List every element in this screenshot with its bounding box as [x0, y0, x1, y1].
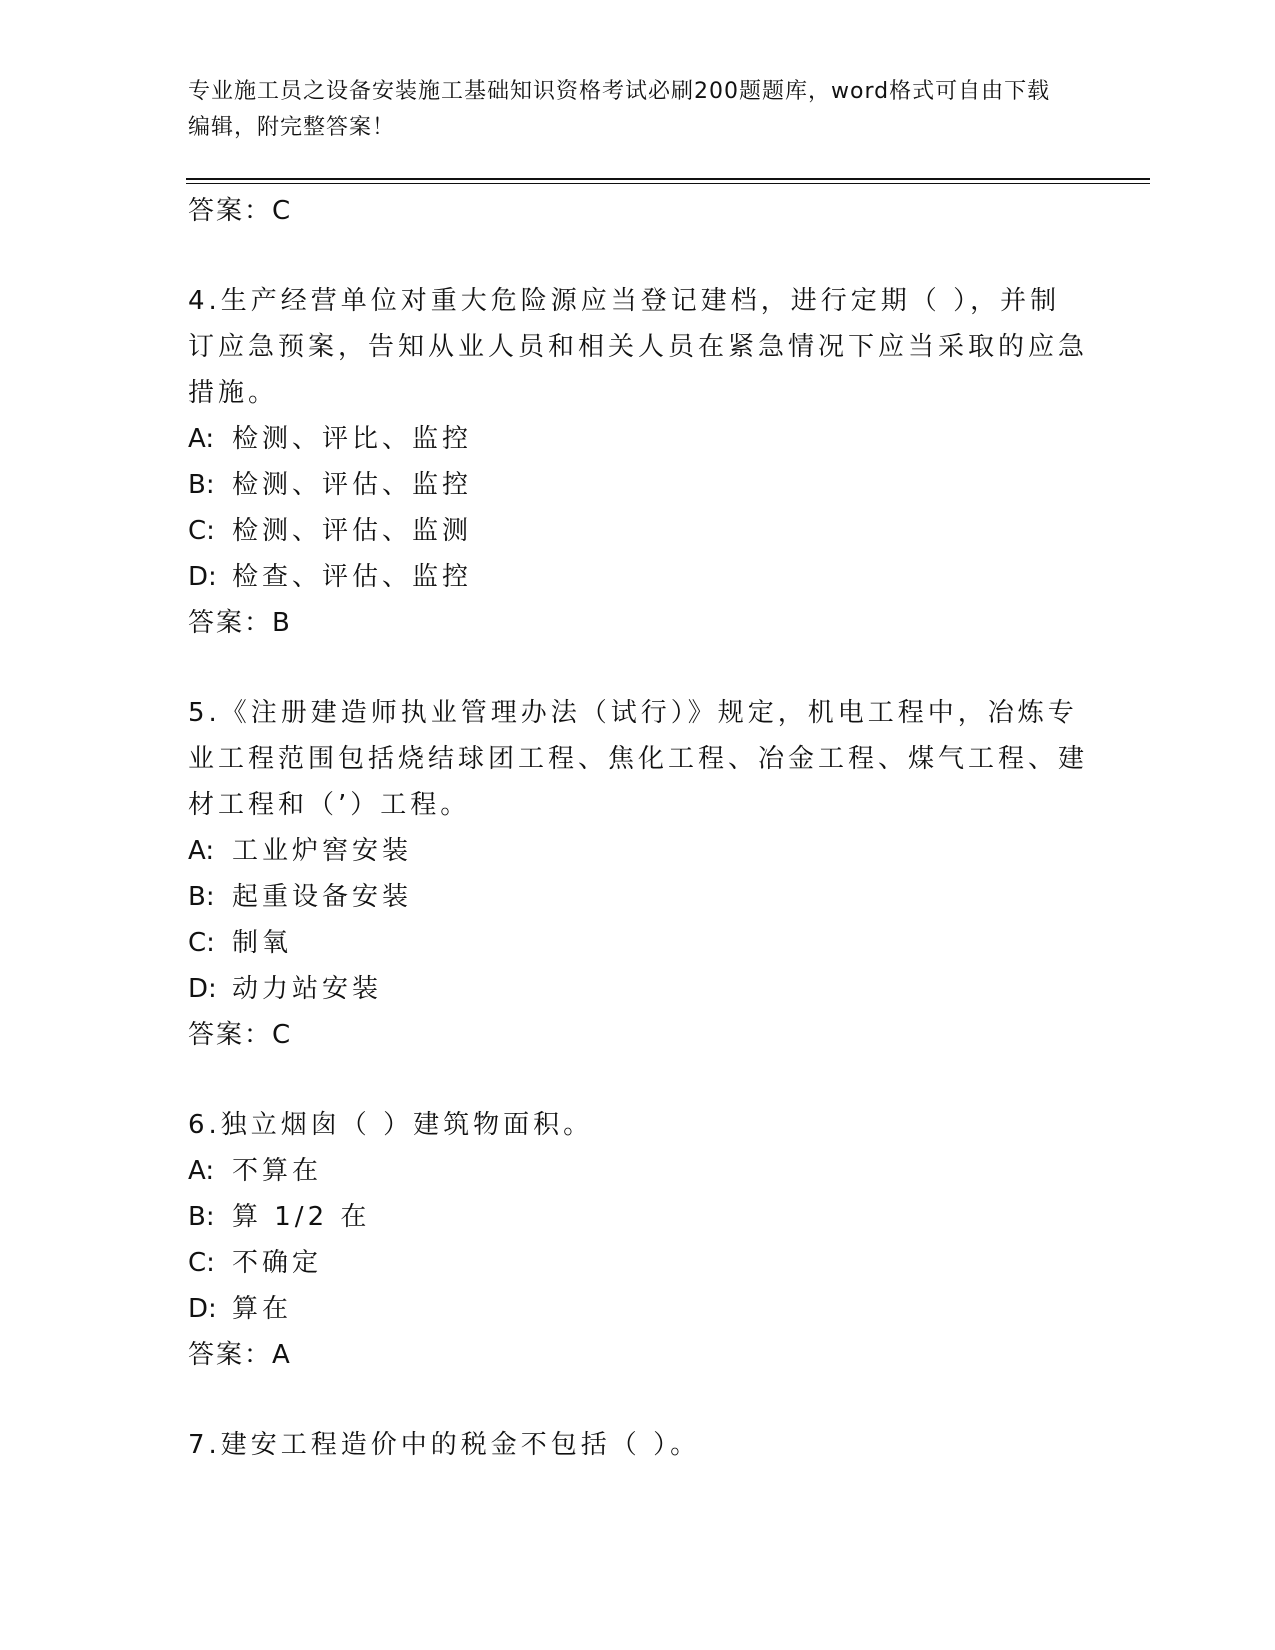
option-letter: D:: [188, 974, 217, 1004]
question-6-text: 6.独立烟囱（ ）建筑物面积。: [188, 1110, 594, 1140]
option-letter: A:: [188, 424, 215, 454]
option-letter: B:: [188, 1202, 215, 1232]
option-text: 工业炉窖安装: [232, 836, 413, 866]
question-5-text: 5.《注册建造师执业管理办法（试行）》规定，机电工程中，冶炼专业工程范围包括烧结球团工程、焦化工程、冶金工程、煤气工程、建材工程和（’）工程。: [188, 698, 1089, 820]
option-letter: B:: [188, 882, 215, 912]
option-text: 检测、评估、监控: [232, 470, 473, 500]
option-letter: B:: [188, 470, 215, 500]
option-text: 制氧: [232, 928, 293, 958]
question-5-option-c: [188, 920, 1088, 966]
question-4-answer: 答案：B: [188, 608, 292, 638]
option-text: 检测、评估、监测: [232, 516, 473, 546]
question-5-option-a: [188, 828, 1088, 874]
question-7-text: 7.建安工程造价中的税金不包括（ ）。: [188, 1430, 701, 1460]
document-header: 专业施工员之设备安装施工基础知识资格考试必刷200题题库，word格式可自由下载编辑，附完整答案！: [188, 79, 1051, 140]
option-text: 检测、评比、监控: [232, 424, 473, 454]
question-5-option-d: [188, 966, 1088, 1012]
option-letter: A:: [188, 1156, 215, 1186]
question-6-option-d: [188, 1286, 1088, 1332]
question-6-option-c: [188, 1240, 1088, 1286]
option-text: 算在: [232, 1294, 293, 1324]
option-letter: A:: [188, 836, 215, 866]
question-6-answer: 答案：A: [188, 1340, 292, 1370]
question-5-answer: 答案：C: [188, 1020, 293, 1050]
option-letter: C:: [188, 928, 215, 958]
answer-line: 答案：C: [188, 196, 293, 226]
option-text: 检查、评估、监控: [232, 562, 473, 592]
question-list: [188, 188, 1088, 1468]
option-letter: D:: [188, 1294, 217, 1324]
question-6-option-a: [188, 1148, 1088, 1194]
option-text: 算 1/2 在: [232, 1202, 371, 1232]
option-text: 不算在: [232, 1156, 323, 1186]
option-letter: C:: [188, 1248, 215, 1278]
header-divider-thin: [186, 183, 1150, 184]
question-4-option-d: [188, 554, 1088, 600]
question-4-text: 4.生产经营单位对重大危险源应当登记建档，进行定期（ ），并制订应急预案，告知从业人员和相关人员在紧急情况下应当采取的应急措施。: [188, 286, 1089, 408]
option-letter: C:: [188, 516, 215, 546]
header-divider-thick: [186, 178, 1150, 180]
question-4-option-b: [188, 462, 1088, 508]
option-text: 不确定: [232, 1248, 323, 1278]
question-4-option-a: [188, 416, 1088, 462]
question-6-option-b: [188, 1194, 1088, 1240]
option-letter: D:: [188, 562, 217, 592]
question-4-option-c: [188, 508, 1088, 554]
option-text: 起重设备安装: [232, 882, 413, 912]
option-text: 动力站安装: [232, 974, 383, 1004]
question-5-option-b: [188, 874, 1088, 920]
